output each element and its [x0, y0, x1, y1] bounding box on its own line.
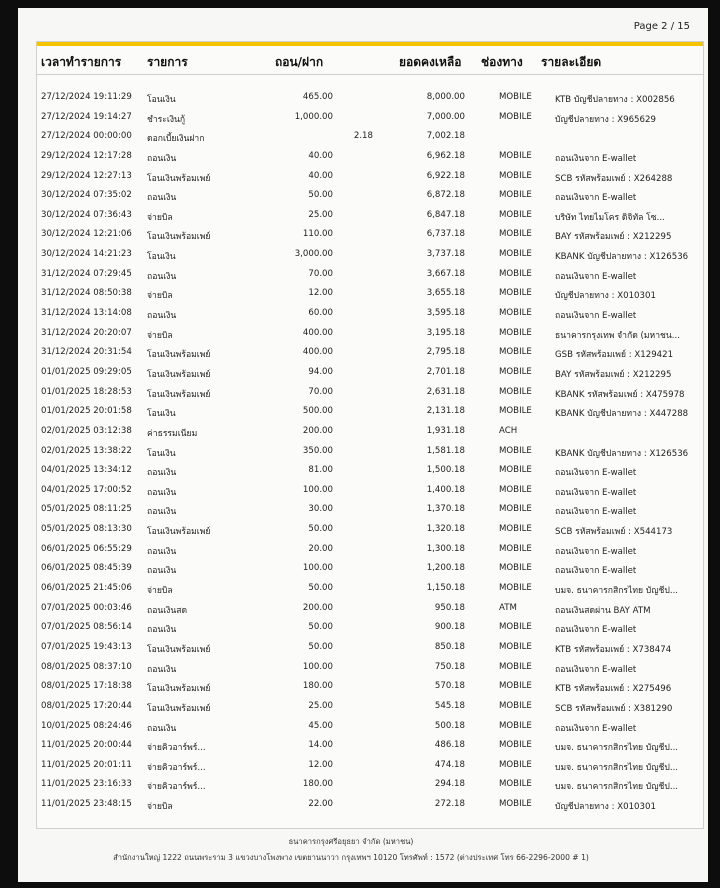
row-type: จ่ายคิวอาร์พร์... [147, 782, 206, 793]
row-datetime: 08/01/2025 17:18:38 [41, 681, 132, 692]
row-balance: 850.18 [434, 641, 465, 652]
row-channel: MOBILE [499, 249, 532, 260]
row-type: ถอนเงิน [147, 546, 177, 557]
table-row [37, 756, 703, 776]
row-withdraw: 40.00 [308, 170, 333, 181]
row-details: KTB รหัสพร้อมเพย์ : X738474 [555, 644, 672, 655]
row-datetime: 29/12/2024 12:27:13 [41, 170, 132, 181]
row-channel: MOBILE [499, 229, 532, 240]
row-balance: 6,847.18 [426, 209, 465, 220]
table-row [37, 324, 703, 344]
row-details: ถอนเงินจาก E-wallet [555, 193, 637, 204]
row-balance: 1,400.18 [426, 484, 465, 495]
row-details: ถอนเงินจาก E-wallet [555, 546, 637, 557]
row-datetime: 01/01/2025 09:29:05 [41, 366, 132, 377]
row-type: ถอนเงิน [147, 311, 177, 322]
table-body [37, 88, 703, 815]
row-balance: 1,200.18 [426, 563, 465, 574]
header-type: รายการ [147, 55, 188, 69]
row-channel: ACH [499, 425, 518, 436]
footer-bank-name: ธนาคารกรุงศรีอยุธยา จำกัด (มหาชน) [288, 837, 414, 846]
row-type: จ่ายคิวอาร์พร์... [147, 762, 206, 773]
row-withdraw: 100.00 [302, 661, 333, 672]
row-withdraw: 20.00 [308, 543, 333, 554]
table-row [37, 363, 703, 383]
table-row [37, 206, 703, 226]
row-withdraw: 1,000.00 [294, 111, 333, 122]
row-channel: MOBILE [499, 484, 532, 495]
row-details: บัญชีปลายทาง : X010301 [555, 802, 656, 813]
row-type: โอนเงิน [147, 409, 176, 420]
row-type: จ่ายบิล [147, 330, 173, 341]
row-withdraw: 12.00 [308, 288, 333, 299]
row-withdraw: 50.00 [308, 524, 333, 535]
table-row [37, 422, 703, 442]
row-details: บมจ. ธนาคารกสิกรไทย บัญชีป... [555, 762, 679, 773]
row-balance: 3,195.18 [426, 327, 465, 338]
row-withdraw: 400.00 [302, 347, 333, 358]
row-datetime: 31/12/2024 08:50:38 [41, 288, 132, 299]
row-channel: ATM [499, 602, 517, 613]
page-number: Page 2 / 15 [633, 21, 690, 32]
row-balance: 2,631.18 [426, 386, 465, 397]
row-type: โอนเงิน [147, 448, 176, 459]
table-row [37, 186, 703, 206]
header-balance: ยอดคงเหลือ [399, 55, 462, 69]
row-details: บริษัท ไทยไมโคร ดิจิทัล โซ... [555, 212, 665, 223]
table-row [37, 677, 703, 697]
row-datetime: 30/12/2024 07:35:02 [41, 190, 132, 201]
row-datetime: 31/12/2024 20:31:54 [41, 347, 132, 358]
row-datetime: 31/12/2024 20:20:07 [41, 327, 132, 338]
row-balance: 1,150.18 [426, 583, 465, 594]
row-type: โอนเงินพร้อมเพย์ [147, 173, 211, 184]
row-withdraw: 465.00 [302, 92, 333, 102]
row-type: ถอนเงิน [147, 664, 177, 675]
row-withdraw: 25.00 [308, 700, 333, 711]
row-balance: 294.18 [434, 779, 465, 790]
table-row [37, 265, 703, 285]
row-balance: 570.18 [434, 681, 465, 692]
row-type: จ่ายบิล [147, 802, 173, 813]
row-withdraw: 500.00 [302, 406, 333, 417]
row-channel: MOBILE [499, 563, 532, 574]
row-details: ธนาคารกรุงเทพ จำกัด (มหาชน... [555, 330, 680, 341]
row-withdraw: 100.00 [302, 484, 333, 495]
table-row [37, 775, 703, 795]
row-details: บมจ. ธนาคารกสิกรไทย บัญชีป... [555, 586, 679, 597]
row-datetime: 27/12/2024 19:11:29 [41, 92, 132, 102]
header-datetime: เวลาทำรายการ [41, 55, 122, 69]
row-withdraw: 50.00 [308, 641, 333, 652]
row-withdraw: 60.00 [308, 308, 333, 319]
row-datetime: 04/01/2025 17:00:52 [41, 484, 132, 495]
row-withdraw: 70.00 [308, 268, 333, 279]
row-channel: MOBILE [499, 700, 532, 711]
table-row [37, 500, 703, 520]
row-details: บัญชีปลายทาง : X965629 [555, 114, 656, 125]
row-datetime: 08/01/2025 17:20:44 [41, 700, 132, 711]
row-channel: MOBILE [499, 465, 532, 476]
row-type: ถอนเงินสด [147, 605, 188, 616]
row-balance: 6,872.18 [426, 190, 465, 201]
row-type: ถอนเงิน [147, 723, 177, 734]
row-channel: MOBILE [499, 288, 532, 299]
table-row [37, 638, 703, 658]
header-details: รายละเอียด [541, 55, 602, 69]
row-channel: MOBILE [499, 209, 532, 220]
table-row [37, 383, 703, 403]
row-balance: 3,595.18 [426, 308, 465, 319]
table-row [37, 127, 703, 147]
row-details: บัญชีปลายทาง : X010301 [555, 291, 656, 302]
row-datetime: 31/12/2024 13:14:08 [41, 308, 132, 319]
table-row [37, 599, 703, 619]
row-details: BAY รหัสพร้อมเพย์ : X212295 [555, 232, 672, 243]
row-datetime: 29/12/2024 12:17:28 [41, 150, 132, 161]
row-datetime: 07/01/2025 19:43:13 [41, 641, 132, 652]
row-channel: MOBILE [499, 720, 532, 731]
row-withdraw: 22.00 [308, 799, 333, 810]
table-row [37, 147, 703, 167]
row-type: ดอกเบี้ยเงินฝาก [147, 134, 205, 145]
row-withdraw: 81.00 [308, 465, 333, 476]
row-channel: MOBILE [499, 799, 532, 810]
table-row [37, 736, 703, 756]
table-row [37, 88, 703, 108]
row-details: ถอนเงินจาก E-wallet [555, 664, 637, 675]
row-balance: 750.18 [434, 661, 465, 672]
row-balance: 1,300.18 [426, 543, 465, 554]
row-type: โอนเงินพร้อมเพย์ [147, 684, 211, 695]
row-datetime: 10/01/2025 08:24:46 [41, 720, 132, 731]
row-datetime: 31/12/2024 07:29:45 [41, 268, 132, 279]
table-row [37, 167, 703, 187]
row-type: ถอนเงิน [147, 153, 177, 164]
row-type: ถอนเงิน [147, 193, 177, 204]
row-datetime: 02/01/2025 13:38:22 [41, 445, 132, 456]
row-balance: 7,002.18 [426, 131, 465, 142]
row-channel: MOBILE [499, 779, 532, 790]
row-details: ถอนเงินจาก E-wallet [555, 311, 637, 322]
row-balance: 486.18 [434, 740, 465, 751]
row-details: บมจ. ธนาคารกสิกรไทย บัญชีป... [555, 782, 679, 793]
row-details: KBANK บัญชีปลายทาง : X126536 [555, 252, 689, 263]
table-row [37, 481, 703, 501]
row-datetime: 02/01/2025 03:12:38 [41, 425, 132, 436]
row-withdraw: 40.00 [308, 150, 333, 161]
row-withdraw: 200.00 [302, 602, 333, 613]
row-type: ถอนเงิน [147, 566, 177, 577]
row-datetime: 05/01/2025 08:13:30 [41, 524, 132, 535]
row-details: ถอนเงินจาก E-wallet [555, 723, 637, 734]
row-type: โอนเงินพร้อมเพย์ [147, 703, 211, 714]
row-channel: MOBILE [499, 524, 532, 535]
row-balance: 272.18 [434, 799, 465, 810]
row-channel: MOBILE [499, 268, 532, 279]
header-channel: ช่องทาง [481, 55, 523, 69]
row-type: ถอนเงิน [147, 468, 177, 479]
row-channel: MOBILE [499, 190, 532, 201]
row-datetime: 06/01/2025 08:45:39 [41, 563, 132, 574]
table-row [37, 402, 703, 422]
row-type: โอนเงินพร้อมเพย์ [147, 232, 211, 243]
row-balance: 6,922.18 [426, 170, 465, 181]
row-type: โอนเงินพร้อมเพย์ [147, 527, 211, 538]
row-balance: 3,737.18 [426, 249, 465, 260]
table-row [37, 618, 703, 638]
statement-page [18, 8, 708, 882]
row-balance: 2,795.18 [426, 347, 465, 358]
row-balance: 474.18 [434, 759, 465, 770]
table-row [37, 540, 703, 560]
row-type: จ่ายบิล [147, 212, 173, 223]
row-details: SCB รหัสพร้อมเพย์ : X264288 [555, 173, 673, 184]
row-channel: MOBILE [499, 445, 532, 456]
header-amount: ถอน/ฝาก [275, 55, 324, 69]
row-details: ถอนเงินจาก E-wallet [555, 153, 637, 164]
row-datetime: 06/01/2025 06:55:29 [41, 543, 132, 554]
row-balance: 3,655.18 [426, 288, 465, 299]
table-row [37, 579, 703, 599]
row-type: โอนเงิน [147, 252, 176, 263]
row-balance: 3,667.18 [426, 268, 465, 279]
row-balance: 900.18 [434, 622, 465, 633]
row-type: จ่ายบิล [147, 291, 173, 302]
table-row [37, 108, 703, 128]
table-row [37, 795, 703, 815]
row-datetime: 07/01/2025 00:03:46 [41, 602, 132, 613]
row-withdraw: 50.00 [308, 583, 333, 594]
row-channel: MOBILE [499, 759, 532, 770]
table-row [37, 697, 703, 717]
row-details: ถอนเงินจาก E-wallet [555, 566, 637, 577]
row-details: ถอนเงินจาก E-wallet [555, 271, 637, 282]
row-channel: MOBILE [499, 543, 532, 554]
row-withdraw: 200.00 [302, 425, 333, 436]
row-channel: MOBILE [499, 92, 532, 102]
row-balance: 2,131.18 [426, 406, 465, 417]
row-type: ถอนเงิน [147, 625, 177, 636]
table-row [37, 559, 703, 579]
statement-table [36, 41, 704, 829]
row-withdraw: 94.00 [308, 366, 333, 377]
row-channel: MOBILE [499, 327, 532, 338]
row-type: ชำระเงินกู้ [147, 114, 186, 125]
row-balance: 2,701.18 [426, 366, 465, 377]
row-balance: 1,320.18 [426, 524, 465, 535]
row-type: ค่าธรรมเนียม [147, 428, 198, 439]
row-type: ถอนเงิน [147, 487, 177, 498]
row-datetime: 06/01/2025 21:45:06 [41, 583, 132, 594]
row-withdraw: 400.00 [302, 327, 333, 338]
row-channel: MOBILE [499, 111, 532, 122]
row-datetime: 30/12/2024 12:21:06 [41, 229, 132, 240]
row-channel: MOBILE [499, 308, 532, 319]
row-balance: 1,581.18 [426, 445, 465, 456]
row-balance: 1,931.18 [426, 425, 465, 436]
row-details: บมจ. ธนาคารกสิกรไทย บัญชีป... [555, 743, 679, 754]
row-datetime: 05/01/2025 08:11:25 [41, 504, 132, 515]
row-withdraw: 180.00 [302, 681, 333, 692]
row-balance: 500.18 [434, 720, 465, 731]
row-type: ถอนเงิน [147, 507, 177, 518]
footer [18, 834, 684, 866]
table-row [37, 304, 703, 324]
row-withdraw: 350.00 [302, 445, 333, 456]
row-balance: 1,500.18 [426, 465, 465, 476]
row-details: KTB บัญชีปลายทาง : X002856 [555, 95, 675, 105]
row-details: ถอนเงินจาก E-wallet [555, 468, 637, 479]
row-type: โอนเงินพร้อมเพย์ [147, 369, 211, 380]
row-withdraw: 30.00 [308, 504, 333, 515]
table-header [37, 46, 703, 75]
row-balance: 1,370.18 [426, 504, 465, 515]
table-row [37, 225, 703, 245]
row-channel: MOBILE [499, 150, 532, 161]
row-datetime: 01/01/2025 20:01:58 [41, 406, 132, 417]
row-type: โอนเงินพร้อมเพย์ [147, 350, 211, 361]
row-details: KTB รหัสพร้อมเพย์ : X275496 [555, 684, 672, 695]
row-datetime: 11/01/2025 20:01:11 [41, 759, 132, 770]
row-withdraw: 70.00 [308, 386, 333, 397]
row-balance: 545.18 [434, 700, 465, 711]
row-channel: MOBILE [499, 681, 532, 692]
table-row [37, 442, 703, 462]
row-channel: MOBILE [499, 583, 532, 594]
table-row [37, 343, 703, 363]
row-withdraw: 100.00 [302, 563, 333, 574]
row-channel: MOBILE [499, 622, 532, 633]
row-type: โอนเงินพร้อมเพย์ [147, 644, 211, 655]
row-type: จ่ายคิวอาร์พร์... [147, 743, 206, 754]
row-details: KBANK รหัสพร้อมเพย์ : X475978 [555, 389, 685, 400]
row-withdraw: 25.00 [308, 209, 333, 220]
row-type: โอนเงินพร้อมเพย์ [147, 389, 211, 400]
row-datetime: 07/01/2025 08:56:14 [41, 622, 132, 633]
row-datetime: 04/01/2025 13:34:12 [41, 465, 132, 476]
row-channel: MOBILE [499, 406, 532, 417]
row-details: BAY รหัสพร้อมเพย์ : X212295 [555, 369, 672, 380]
row-datetime: 01/01/2025 18:28:53 [41, 386, 132, 397]
row-type: ถอนเงิน [147, 271, 177, 282]
row-withdraw: 180.00 [302, 779, 333, 790]
row-balance: 8,000.00 [426, 92, 465, 102]
row-balance: 6,737.18 [426, 229, 465, 240]
row-channel: MOBILE [499, 347, 532, 358]
row-withdraw: 3,000.00 [294, 249, 333, 260]
row-datetime: 30/12/2024 14:21:23 [41, 249, 132, 260]
table-row [37, 461, 703, 481]
row-channel: MOBILE [499, 170, 532, 181]
row-balance: 7,000.00 [426, 111, 465, 122]
row-withdraw: 14.00 [308, 740, 333, 751]
row-channel: MOBILE [499, 386, 532, 397]
row-details: ถอนเงินจาก E-wallet [555, 487, 637, 498]
table-row [37, 717, 703, 737]
row-details: ถอนเงินสดผ่าน BAY ATM [555, 605, 651, 616]
row-channel: MOBILE [499, 661, 532, 672]
row-channel: MOBILE [499, 366, 532, 377]
row-deposit: 2.18 [353, 131, 373, 142]
row-withdraw: 12.00 [308, 759, 333, 770]
row-withdraw: 50.00 [308, 190, 333, 201]
row-details: KBANK บัญชีปลายทาง : X126536 [555, 448, 689, 459]
table-row [37, 520, 703, 540]
row-channel: MOBILE [499, 504, 532, 515]
row-details: ถอนเงินจาก E-wallet [555, 625, 637, 636]
row-datetime: 11/01/2025 23:16:33 [41, 779, 132, 790]
footer-address: สำนักงานใหญ่ 1222 ถนนพระราม 3 แขวงบางโพงพาง เขตยานนาวา กรุงเทพฯ 10120 โทรศัพท์ : 1572 (ต่างประเทศ โทร 66-2296-2000 # 1) [113, 853, 589, 862]
row-datetime: 27/12/2024 19:14:27 [41, 111, 132, 122]
row-withdraw: 50.00 [308, 622, 333, 633]
table-row [37, 284, 703, 304]
row-details: GSB รหัสพร้อมเพย์ : X129421 [555, 350, 674, 361]
row-datetime: 11/01/2025 20:00:44 [41, 740, 132, 751]
row-type: จ่ายบิล [147, 586, 173, 597]
row-details: SCB รหัสพร้อมเพย์ : X544173 [555, 527, 673, 538]
row-details: KBANK บัญชีปลายทาง : X447288 [555, 409, 689, 420]
table-row [37, 245, 703, 265]
row-balance: 6,962.18 [426, 150, 465, 161]
row-channel: MOBILE [499, 740, 532, 751]
row-balance: 950.18 [434, 602, 465, 613]
row-type: โอนเงิน [147, 95, 176, 105]
row-withdraw: 45.00 [308, 720, 333, 731]
row-details: SCB รหัสพร้อมเพย์ : X381290 [555, 703, 673, 714]
row-datetime: 08/01/2025 08:37:10 [41, 661, 132, 672]
row-details: ถอนเงินจาก E-wallet [555, 507, 637, 518]
row-withdraw: 110.00 [302, 229, 333, 240]
row-datetime: 11/01/2025 23:48:15 [41, 799, 132, 810]
row-channel: MOBILE [499, 641, 532, 652]
row-datetime: 27/12/2024 00:00:00 [41, 131, 132, 142]
table-row [37, 658, 703, 678]
row-datetime: 30/12/2024 07:36:43 [41, 209, 132, 220]
